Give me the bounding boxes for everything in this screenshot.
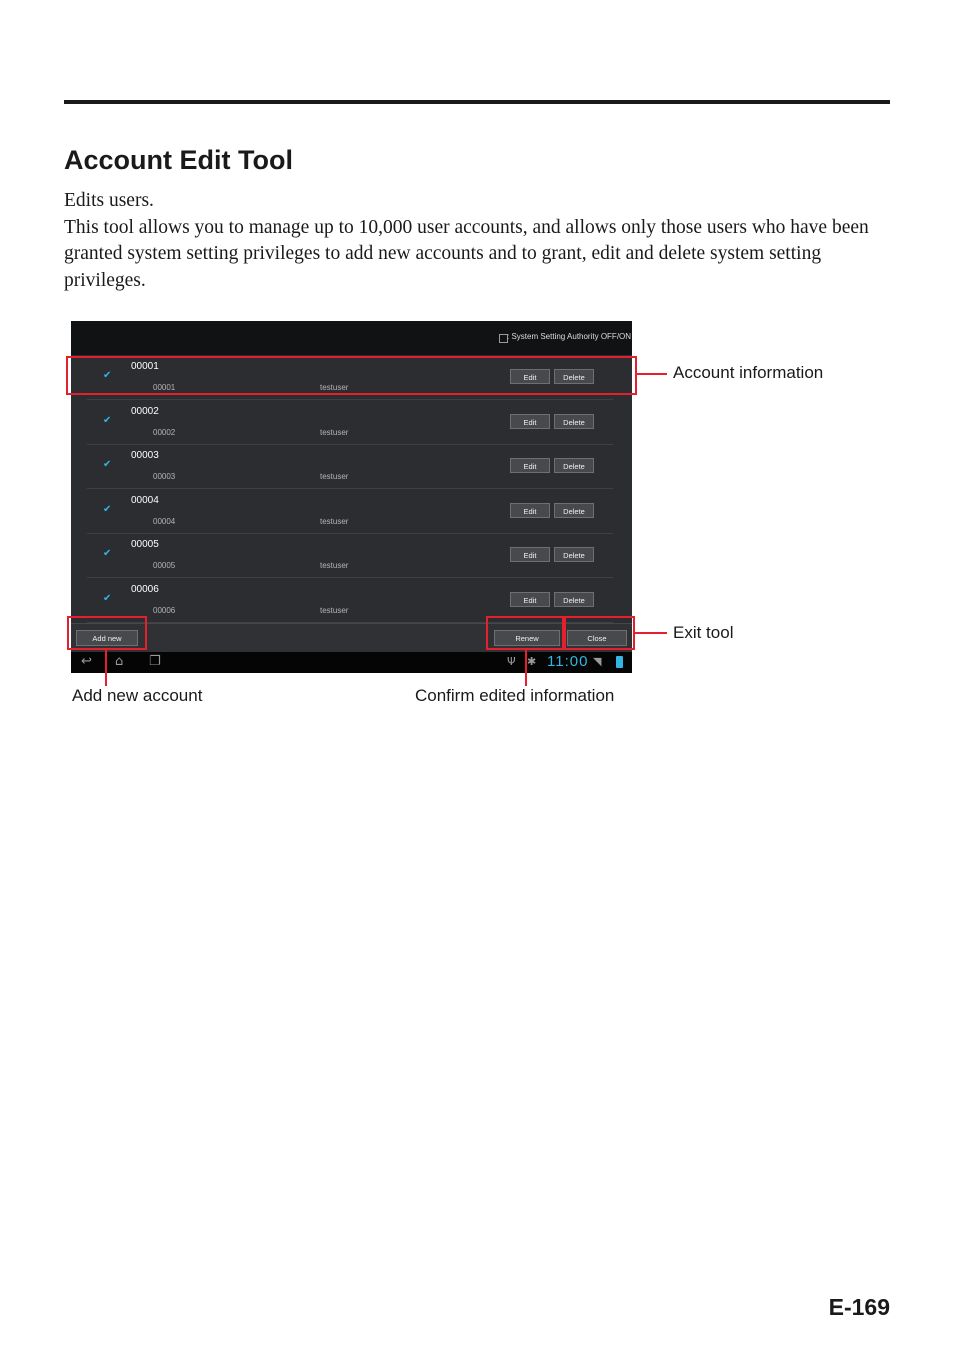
account-id: 00002 (131, 405, 159, 417)
exit-tool-callout: Exit tool (673, 623, 734, 642)
check-icon[interactable]: ✔ (103, 414, 112, 426)
account-sub-id: 00005 (153, 561, 176, 570)
delete-button[interactable]: Delete (554, 458, 594, 473)
account-id: 00003 (131, 450, 159, 461)
account-username: testuser (320, 472, 349, 481)
check-icon[interactable]: ✔ (103, 548, 112, 559)
check-icon[interactable]: ✔ (103, 503, 112, 515)
check-icon[interactable]: ✔ (103, 459, 112, 470)
account-row-5[interactable] (87, 533, 613, 578)
account-username: testuser (320, 427, 349, 437)
account-username: testuser (320, 605, 349, 615)
renew-frame (486, 616, 564, 650)
edit-button[interactable]: Edit (510, 592, 550, 607)
edit-button[interactable]: Edit (510, 414, 550, 429)
add-new-leader (105, 650, 107, 686)
delete-button[interactable]: Delete (554, 547, 594, 562)
confirm-edited-information-callout: Confirm edited information (415, 686, 615, 705)
account-sub-id: 00002 (153, 427, 176, 437)
account-list (87, 355, 613, 623)
check-icon[interactable]: ✔ (103, 592, 112, 604)
account-information-callout: Account information (673, 363, 824, 382)
account-row-2[interactable] (87, 400, 613, 445)
page-title: Account Edit Tool (64, 145, 293, 175)
system-nav-bar (71, 652, 632, 673)
add-new-button[interactable]: Add new (76, 630, 138, 646)
delete-button[interactable]: Delete (554, 592, 594, 607)
usb-icon: Ψ (507, 655, 516, 668)
account-sub-id: 00003 (153, 472, 176, 481)
add-new-account-callout: Add new account (72, 686, 203, 705)
debug-icon: ✱ (527, 655, 537, 668)
account-id: 00001 (131, 361, 159, 372)
intro-line-1: Edits users. (64, 190, 154, 211)
add-new-frame (67, 616, 147, 650)
account-id: 00005 (131, 539, 159, 550)
account-sub-id: 00001 (153, 383, 176, 392)
account-username: testuser (320, 383, 349, 392)
home-icon[interactable]: ⌂ (115, 654, 124, 669)
renew-button[interactable]: Renew (494, 630, 560, 646)
account-sub-id: 00006 (153, 605, 176, 615)
check-icon[interactable]: ✔ (103, 370, 112, 381)
account-id: 00004 (131, 494, 159, 506)
intro-line-2: This tool allows you to manage up to 10,000 user accounts, and allows only those users who have been granted system setting privileges to add new accounts and to grant, edit and delete system setting privileges. (64, 216, 869, 291)
account-username: testuser (320, 516, 349, 526)
edit-button[interactable]: Edit (510, 547, 550, 562)
renew-leader (525, 650, 527, 686)
top-rule (64, 100, 890, 104)
delete-button[interactable]: Delete (554, 369, 594, 384)
delete-button[interactable]: Delete (554, 414, 594, 429)
edit-button[interactable]: Edit (510, 369, 550, 384)
clock: 11:00 (547, 653, 589, 670)
account-row-4[interactable] (87, 489, 613, 534)
account-information-leader (637, 373, 667, 375)
intro-text (64, 188, 890, 294)
back-icon[interactable]: ↩ (81, 654, 92, 669)
edit-button[interactable]: Edit (510, 458, 550, 473)
delete-button[interactable]: Delete (554, 503, 594, 518)
page-number: E-169 (828, 1294, 890, 1320)
exit-tool-leader (635, 632, 667, 634)
account-id: 00006 (131, 583, 159, 595)
close-button[interactable]: Close (567, 630, 627, 646)
close-frame (564, 616, 635, 650)
account-row-3[interactable] (87, 444, 613, 489)
account-information-frame (66, 356, 637, 395)
authority-label: : System Setting Authority OFF/ON (507, 332, 632, 341)
edit-button[interactable]: Edit (510, 503, 550, 518)
wifi-icon: ◥ (593, 655, 602, 668)
account-sub-id: 00004 (153, 516, 176, 526)
battery-icon (616, 656, 623, 668)
recent-apps-icon[interactable]: ❐ (149, 654, 161, 669)
screen-header (71, 321, 632, 355)
account-username: testuser (320, 561, 349, 570)
